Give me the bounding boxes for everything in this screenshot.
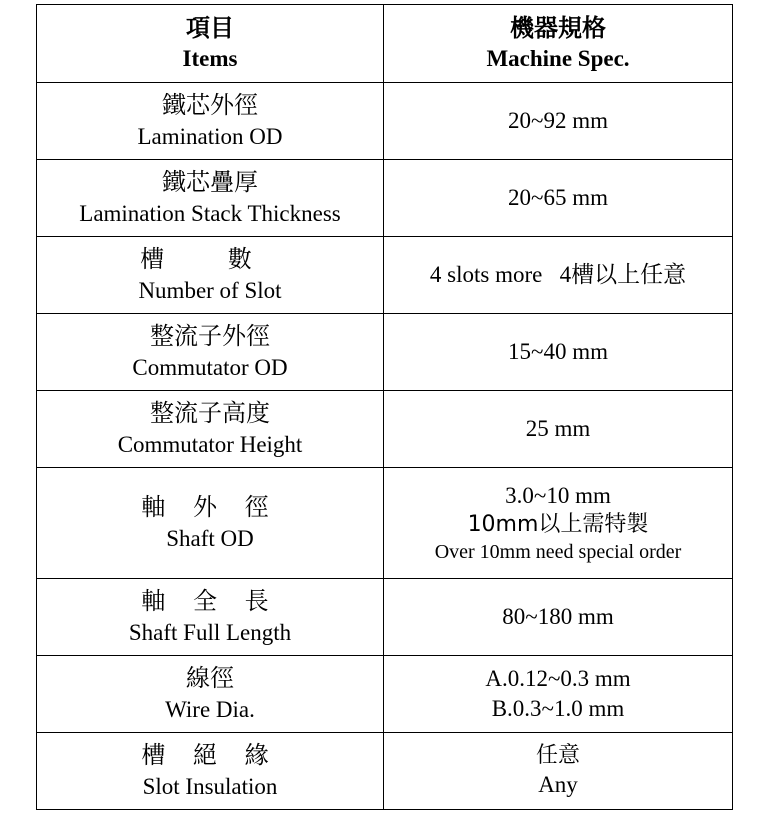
items-header-zh: 項目 bbox=[186, 13, 234, 42]
table-row bbox=[37, 656, 733, 733]
spec-header-en: Machine Spec. bbox=[486, 46, 630, 72]
item-label-zh: 軸 外 徑 bbox=[141, 493, 279, 522]
item-label-zh: 線徑 bbox=[186, 664, 234, 693]
header-row bbox=[37, 5, 733, 83]
item-label-en: Shaft Full Length bbox=[128, 619, 292, 645]
spec-value: B.0.3~1.0 mm bbox=[491, 696, 625, 721]
spec-value: 20~92 mm bbox=[508, 108, 608, 134]
spec-cell bbox=[384, 160, 733, 237]
spec-value: 20~65 mm bbox=[508, 185, 608, 211]
spec-value: 3.0~10 mm bbox=[505, 482, 611, 508]
item-cell bbox=[37, 579, 384, 656]
item-label-zh: 整流子外徑 bbox=[150, 322, 270, 351]
spec-table bbox=[36, 4, 733, 810]
item-cell bbox=[37, 83, 384, 160]
table-row bbox=[37, 468, 733, 579]
table-row bbox=[37, 237, 733, 314]
item-cell bbox=[37, 314, 384, 391]
item-label-en: Wire Dia. bbox=[165, 696, 255, 722]
table-row bbox=[37, 391, 733, 468]
item-label-en: Lamination OD bbox=[137, 123, 283, 149]
item-label-en: Number of Slot bbox=[138, 277, 282, 303]
spec-cell bbox=[384, 656, 733, 733]
spec-cell bbox=[384, 468, 733, 579]
spec-value: 15~40 mm bbox=[508, 339, 608, 365]
spec-value: Over 10mm need special order bbox=[434, 541, 682, 564]
spec-cell bbox=[384, 314, 733, 391]
item-cell bbox=[37, 391, 384, 468]
spec-cell bbox=[384, 391, 733, 468]
items-header-en: Items bbox=[182, 46, 238, 72]
spec-value: 10mm以上需特製 bbox=[467, 511, 649, 537]
item-cell bbox=[37, 237, 384, 314]
spec-cell bbox=[384, 237, 733, 314]
item-cell bbox=[37, 160, 384, 237]
table-row bbox=[37, 160, 733, 237]
item-cell bbox=[37, 468, 384, 579]
item-cell bbox=[37, 656, 384, 733]
spec-header bbox=[384, 5, 733, 83]
item-label-zh: 鐵芯外徑 bbox=[162, 91, 258, 120]
item-label-en: Commutator OD bbox=[132, 354, 288, 380]
item-label-zh: 軸 全 長 bbox=[141, 587, 279, 616]
table-row bbox=[37, 314, 733, 391]
spec-value: Any bbox=[538, 772, 578, 798]
spec-value: 80~180 mm bbox=[502, 604, 614, 630]
item-label-en: Shaft OD bbox=[166, 525, 254, 551]
item-label-zh: 鐵芯疊厚 bbox=[162, 168, 258, 197]
spec-cell bbox=[384, 733, 733, 810]
items-header bbox=[37, 5, 384, 83]
item-label-zh: 槽 數 bbox=[140, 245, 280, 274]
item-label-en: Commutator Height bbox=[117, 431, 303, 457]
spec-value: 25 mm bbox=[525, 416, 591, 442]
spec-header-zh: 機器規格 bbox=[510, 13, 606, 42]
item-label-en: Slot Insulation bbox=[142, 773, 278, 799]
table-row bbox=[37, 83, 733, 160]
spec-value: 4 slots more 4槽以上任意 bbox=[429, 262, 687, 288]
item-cell bbox=[37, 733, 384, 810]
table-row bbox=[37, 733, 733, 810]
item-label-zh: 整流子高度 bbox=[150, 399, 270, 428]
spec-value: 任意 bbox=[535, 742, 580, 768]
spec-cell bbox=[384, 83, 733, 160]
spec-value: A.0.12~0.3 mm bbox=[485, 666, 631, 692]
spec-cell bbox=[384, 579, 733, 656]
table-row bbox=[37, 579, 733, 656]
item-label-zh: 槽 絕 緣 bbox=[141, 741, 279, 770]
item-label-en: Lamination Stack Thickness bbox=[79, 200, 341, 226]
